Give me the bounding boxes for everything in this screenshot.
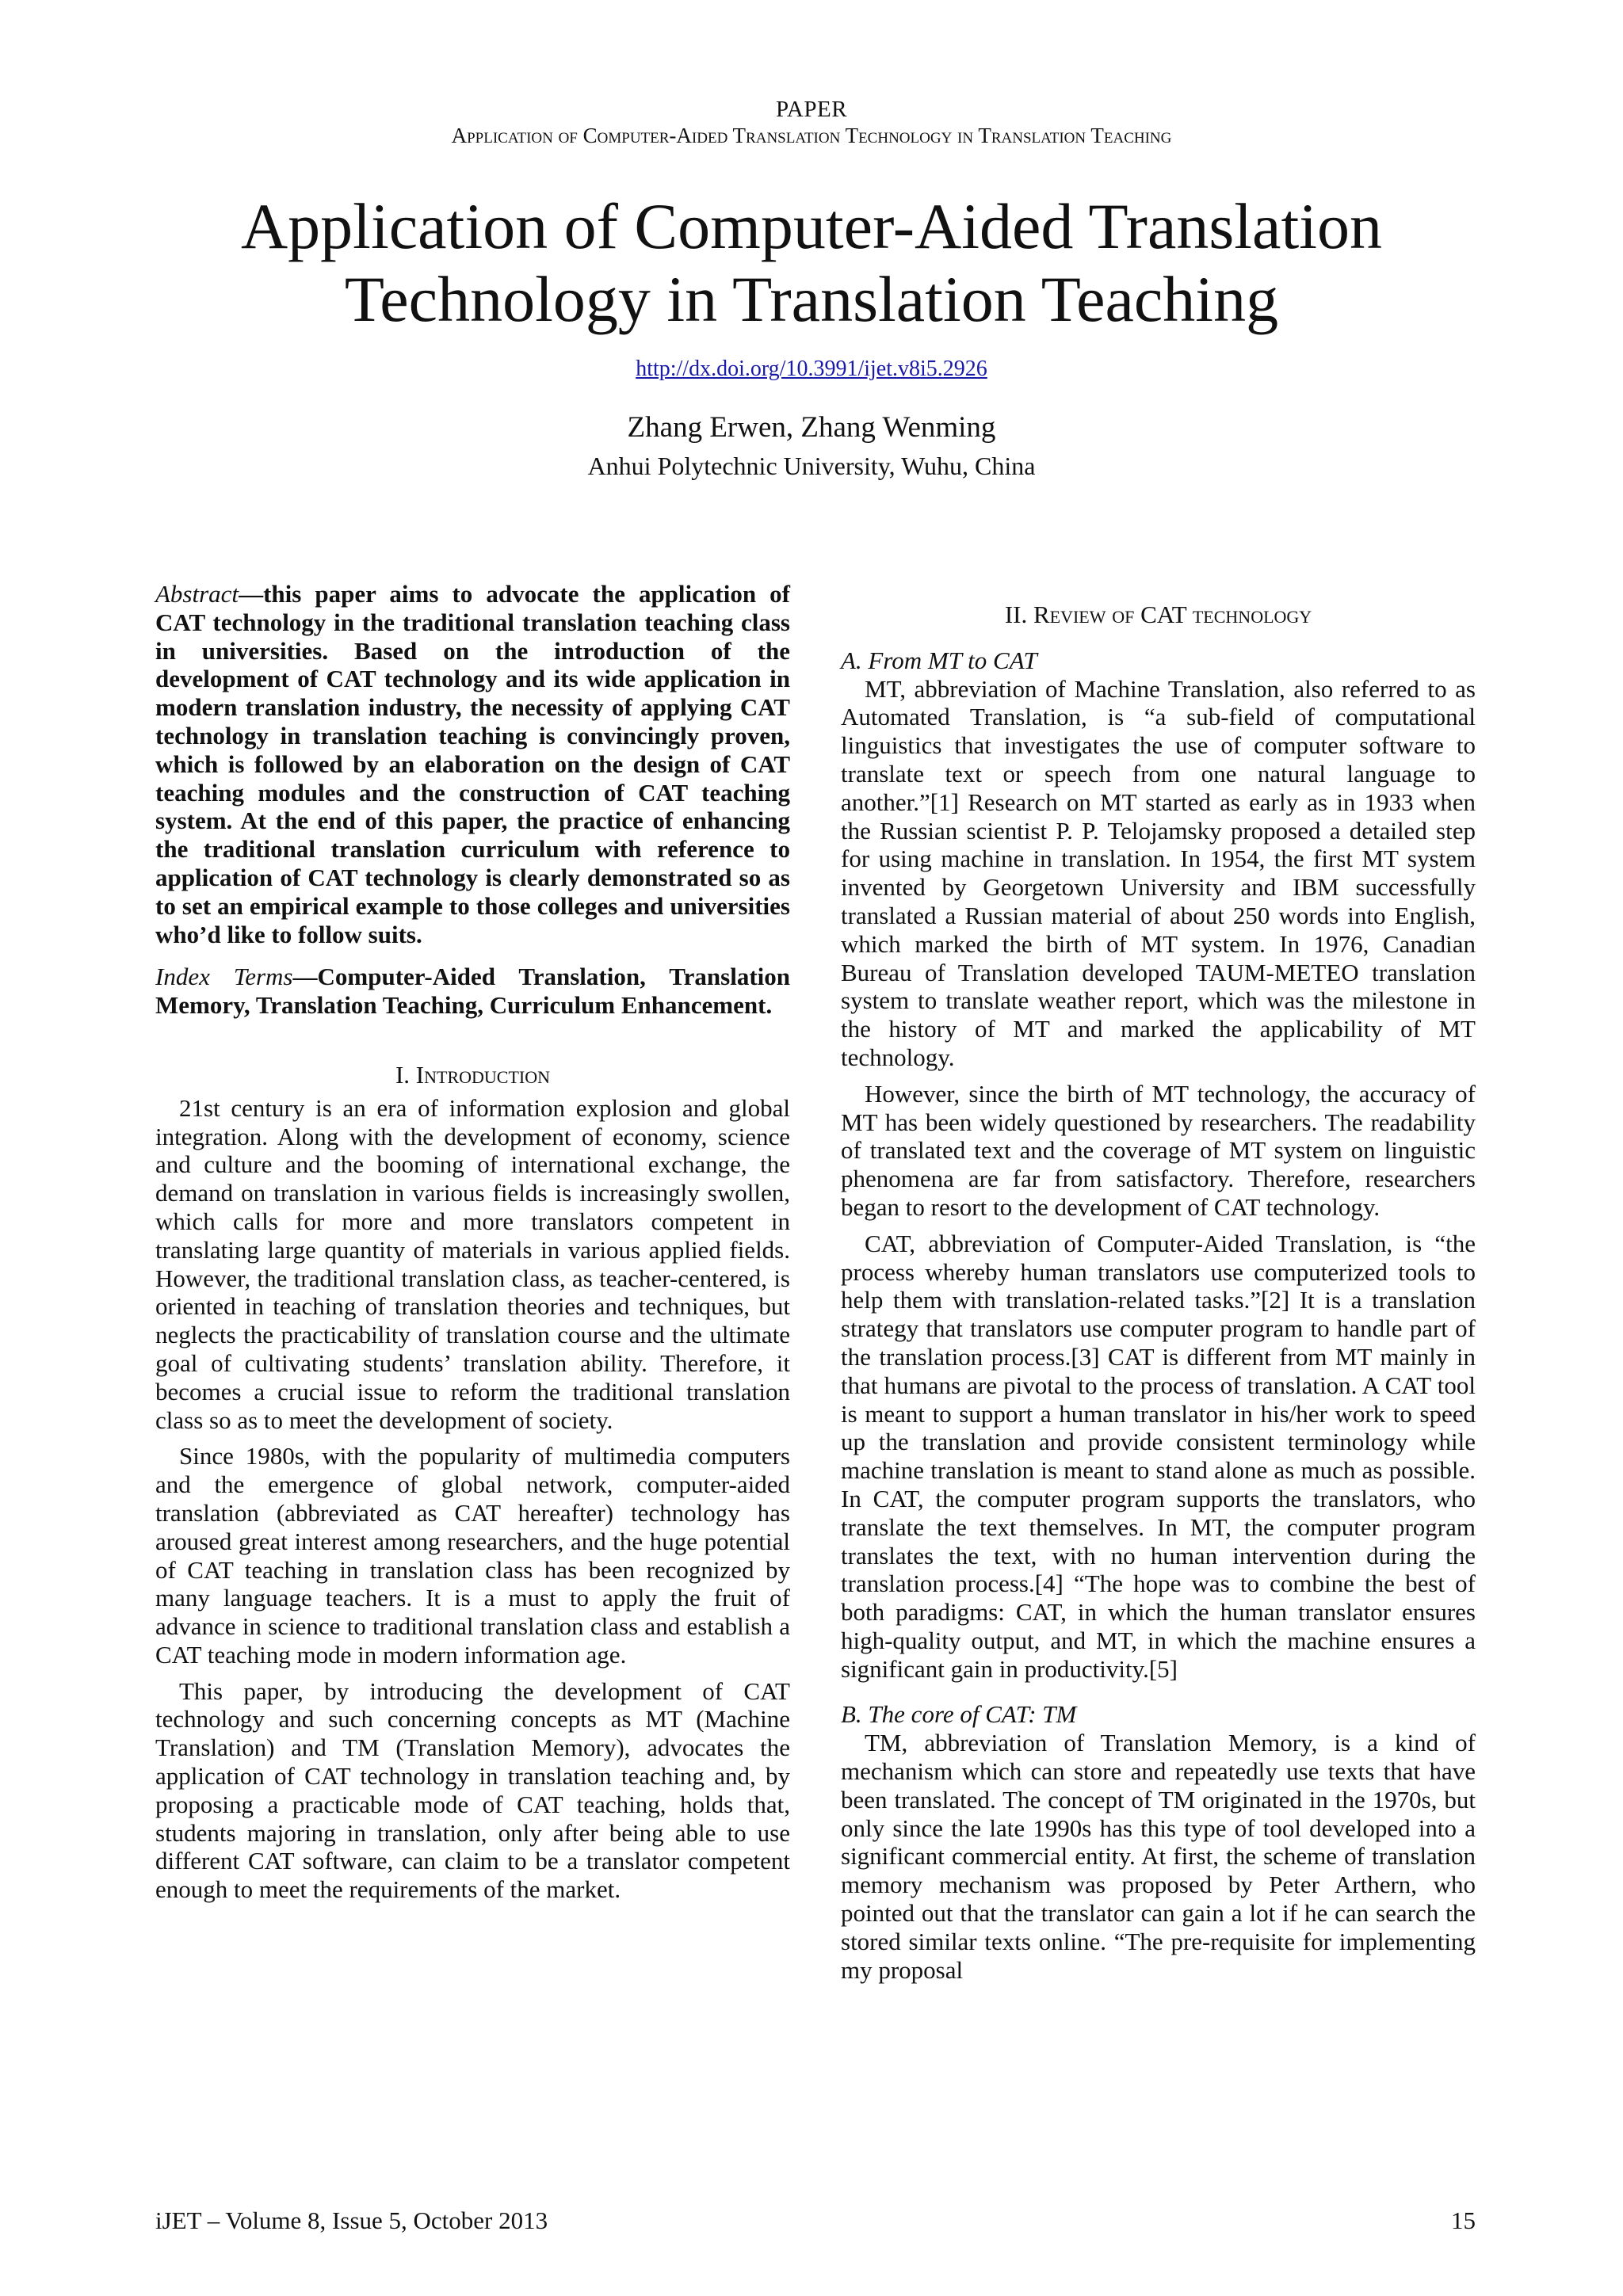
title-line-1: Application of Computer-Aided Translation	[240, 190, 1383, 262]
review-paragraph: However, since the birth of MT technology, the accuracy of MT has been widely questioned by researchers. The readability of translated text and the coverage of MT system on linguistic phenomena are far from satisfactory. Therefore, researchers began to resort to the development of CAT technology.	[841, 1079, 1476, 1221]
abstract-label: Abstract	[155, 580, 239, 608]
index-terms-label: Index Terms	[155, 963, 293, 991]
review-paragraph: TM, abbreviation of Translation Memory, is a kind of mechanism which can store and repeatedly use texts that have been translated. The concept of TM originated in the 1970s, but only since the late 1990s has this type of tool developed into a significant commercial entity. At first, the scheme of translation memory mechanism was proposed by Peter Arthern, who pointed out that the translator can gain a lot if he can search the stored similar texts online. “The pre-requisite for implementing my proposal	[841, 1729, 1476, 1984]
doi-link[interactable]: http://dx.doi.org/10.3991/ijet.v8i5.2926	[636, 357, 987, 381]
review-paragraph: CAT, abbreviation of Computer-Aided Translation, is “the process whereby human translators use computerized tools to help them with translation-related tasks.”[2] It is a translation strategy that translators use computer program to handle part of the translation process.[3] CAT is different from MT mainly in that humans are pivotal to the process of translation. A CAT tool is meant to support a human translator in his/her work to speed up the translation and provide consistent terminology while machine translation is meant to stand alone as much as possible. In CAT, the computer program supports the translators, who translate the text themselves. In MT, the computer program translates the text, with no human intervention during the translation process.[4] “The hope was to combine the best of both paradigms: CAT, in which the human translator ensures high-quality output, and MT, in which the machine ensures a significant gain in productivity.[5]	[841, 1229, 1476, 1683]
subsection-heading-tm: B. The core of CAT: TM	[841, 1700, 1077, 1729]
review-paragraph: MT, abbreviation of Machine Translation, also referred to as Automated Translation, is “a sub-field of computational linguistics that investigates the use of computer software to translate text or speech from one natural language to another.”[1] Research on MT started as early as in 1933 when the Russian scientist P. P. Telojamsky proposed a detailed step for using machine in translation. In 1954, the first MT system invented by Georgetown University and IBM successfully translated a Russian material of about 250 words into English, which marked the birth of MT system. In 1976, Canadian Bureau of Translation developed TAUM-METEO translation system to translate weather report, which was the milestone in the history of MT and marked the applicability of MT technology.	[841, 674, 1476, 1071]
authors: Zhang Erwen, Zhang Wenming	[627, 411, 996, 444]
title-line-2: Technology in Translation Teaching	[344, 263, 1279, 335]
abstract	[155, 580, 790, 948]
page-number: 15	[1451, 2206, 1476, 2234]
header-label: PAPER	[775, 97, 848, 122]
left-column	[155, 580, 790, 1904]
paper-title	[0, 190, 1623, 336]
index-terms	[155, 963, 790, 1020]
running-title: Application of Computer-Aided Translation Technology in Translation Teaching	[451, 124, 1172, 147]
footer-journal: iJET – Volume 8, Issue 5, October 2013	[155, 2206, 548, 2234]
intro-paragraph: 21st century is an era of information explosion and global integration. Along with the development of economy, science and culture and the booming of international exchange, the demand on translation in various fields is increasingly swollen, which calls for more and more translators competent in translating large quantity of materials in various applied fields. However, the traditional translation class, as teacher-centered, is oriented in teaching of translation theories and techniques, but neglects the practicability of translation course and the ultimate goal of cultivating students’ translation ability. Therefore, it becomes a crucial issue to reform the traditional translation class so as to meet the development of society.	[155, 1093, 790, 1434]
intro-paragraph: This paper, by introducing the development of CAT technology and such concerning concepts as MT (Machine Translation) and TM (Translation Memory), advocates the application of CAT technology in translation teaching and, by proposing a practicable mode of CAT teaching, holds that, students majoring in translation, only after being able to use different CAT software, can claim to be a translator competent enough to meet the requirements of the market.	[155, 1676, 790, 1904]
section-heading-review: II. Review of CAT technology	[1004, 601, 1312, 628]
affiliation: Anhui Polytechnic University, Wuhu, China	[587, 452, 1036, 480]
subsection-heading-mt-to-cat: A. From MT to CAT	[841, 646, 1037, 674]
section-heading-introduction: I. Introduction	[395, 1060, 551, 1089]
index-terms-text: —Computer-Aided Translation, Translation Memory, Translation Teaching, Curriculum Enhancement.	[155, 963, 790, 1020]
intro-paragraph: Since 1980s, with the popularity of multimedia computers and the emergence of global network, computer-aided translation (abbreviated as CAT hereafter) technology has aroused great interest among researchers, and the huge potential of CAT teaching in translation class has been recognized by many language teachers. It is a must to apply the fruit of advance in science to traditional translation class and establish a CAT teaching mode in modern information age.	[155, 1442, 790, 1669]
abstract-text: —this paper aims to advocate the application of CAT technology in the traditional translation teaching class in universities. Based on the introduction of the development of CAT technology and its wide application in modern translation industry, the necessity of applying CAT technology in translation teaching is convincingly proven, which is followed by an elaboration on the design of CAT teaching modules and the construction of CAT teaching system. At the end of this paper, the practice of enhancing the traditional translation curriculum with reference to application of CAT technology is clearly demonstrated so as to set an empirical example to those colleges and universities who’d like to follow suits.	[155, 580, 790, 948]
right-column	[841, 601, 1476, 1984]
